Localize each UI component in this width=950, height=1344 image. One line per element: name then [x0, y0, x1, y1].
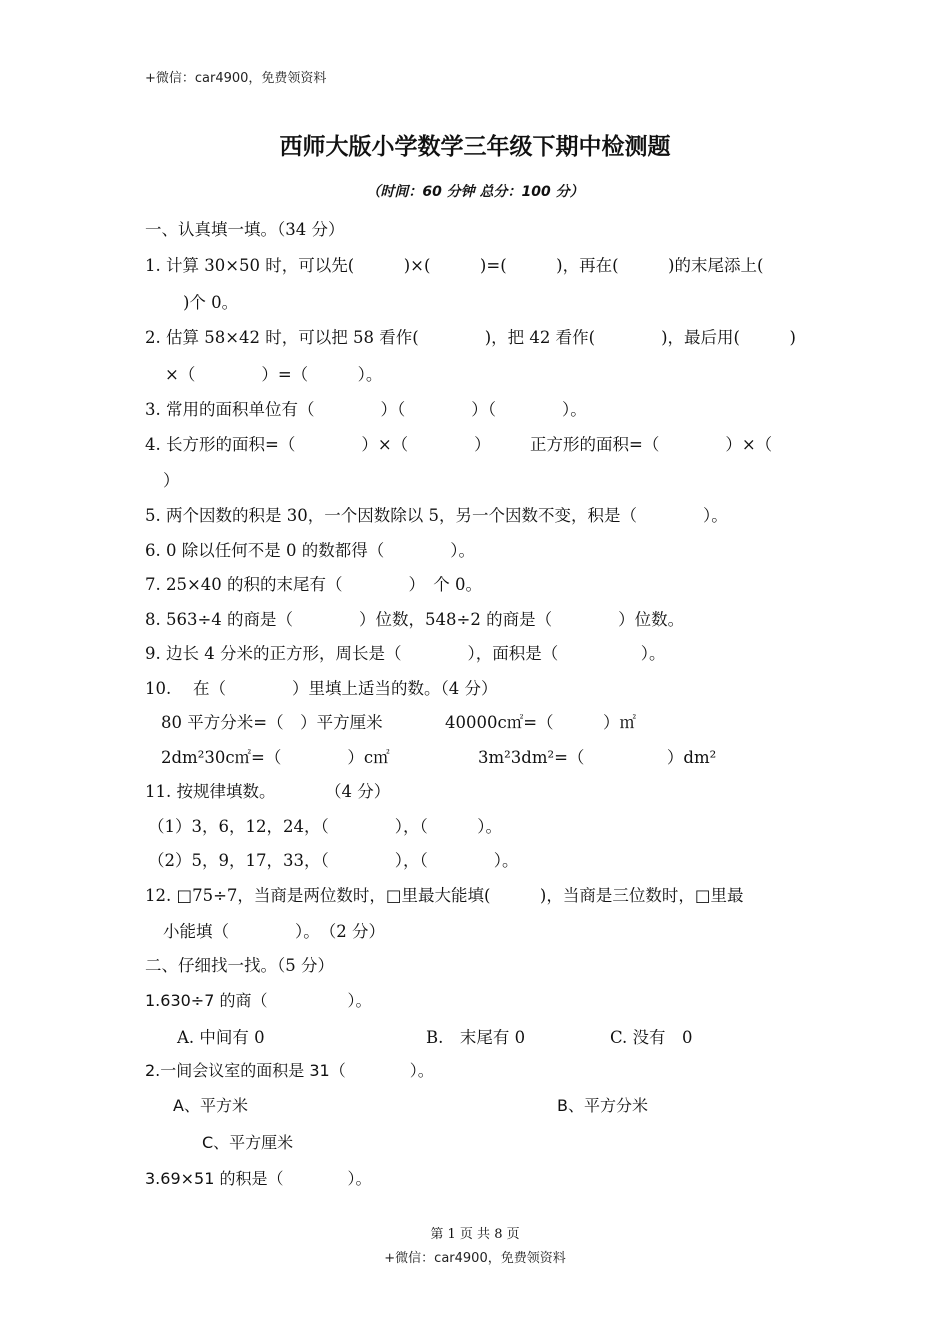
question-4-square: 正方形的面积=（ ）×（	[530, 435, 773, 454]
question-10-a: 80 平方分米=（ ）平方厘米	[161, 713, 383, 732]
question-1-line1: 1. 计算 30×50 时，可以先( )×( )=( )，再在( )的末尾添上(	[145, 256, 764, 275]
question-4-line2: ）	[163, 471, 180, 490]
question-11-2: （2）5，9，17，33，（ ），（ ）。	[148, 851, 519, 870]
question-3: 3. 常用的面积单位有（ ）（ ）（ ）。	[145, 400, 587, 419]
question-8: 8. 563÷4 的商是（ ）位数，548÷2 的商是（ ）位数。	[145, 610, 685, 629]
question-10-d: 3m²3dm²=（ ）dm²	[478, 748, 717, 767]
page-title: 西师大版小学数学三年级下期中检测题	[279, 134, 671, 160]
question-1-line2: )个 0。	[183, 293, 239, 312]
section2-heading: 二、仔细找一找。（5 分）	[145, 956, 334, 975]
question-10-c: 2dm²30c㎡=（ ）c㎡	[161, 748, 390, 767]
section1-heading: 一、认真填一填。（34 分）	[145, 220, 345, 239]
s2-q1-option-c: C. 没有 0	[610, 1028, 693, 1047]
s2-q2-option-a: A、平方米	[173, 1096, 248, 1115]
question-6: 6. 0 除以任何不是 0 的数都得（ ）。	[145, 541, 475, 560]
s2-q1-option-b: B. 末尾有 0	[426, 1028, 526, 1047]
s2-q2-option-c: C、平方厘米	[202, 1133, 294, 1152]
question-7: 7. 25×40 的积的末尾有（ ） 个 0。	[145, 575, 483, 594]
watermark-bottom: +微信：car4900，免费领资料	[384, 1251, 566, 1266]
watermark-top: +微信：car4900，免费领资料	[145, 71, 327, 86]
question-10: 10. 在（ ）里填上适当的数。（4 分）	[145, 679, 498, 698]
question-2-line2: ×（ ）=（ ）。	[165, 365, 383, 384]
s2-q1-option-a: A. 中间有 0	[177, 1028, 265, 1047]
s2-q2-option-b: B、平方分米	[557, 1096, 648, 1115]
question-11-1: （1）3，6，12，24，（ ），（ ）。	[148, 817, 502, 836]
exam-info: （时间：60 分钟 总分：100 分）	[366, 184, 584, 200]
question-5: 5. 两个因数的积是 30，一个因数除以 5，另一个因数不变，积是（ ）。	[145, 506, 728, 525]
question-2-line1: 2. 估算 58×42 时，可以把 58 看作( )，把 42 看作( )，最后用( )	[145, 328, 796, 347]
question-12-line1: 12. □75÷7，当商是两位数时，□里最大能填( )，当商是三位数时，□里最	[145, 886, 744, 905]
s2-question-3: 3.69×51 的积是（ ）。	[145, 1169, 372, 1188]
page-number: 第 1 页 共 8 页	[430, 1227, 520, 1242]
question-9: 9. 边长 4 分米的正方形，周长是（ ），面积是（ ）。	[145, 644, 666, 663]
question-4-rect: 4. 长方形的面积=（ ）×（ ）	[145, 435, 491, 454]
question-10-b: 40000c㎡=（ ）㎡	[445, 713, 637, 732]
question-12-line2: 小能填（ ）。 （2 分）	[163, 922, 385, 941]
s2-question-2: 2.一间会议室的面积是 31（ ）。	[145, 1061, 434, 1080]
s2-question-1: 1.630÷7 的商（ ）。	[145, 991, 372, 1010]
question-11: 11. 按规律填数。 （4 分）	[145, 782, 391, 801]
